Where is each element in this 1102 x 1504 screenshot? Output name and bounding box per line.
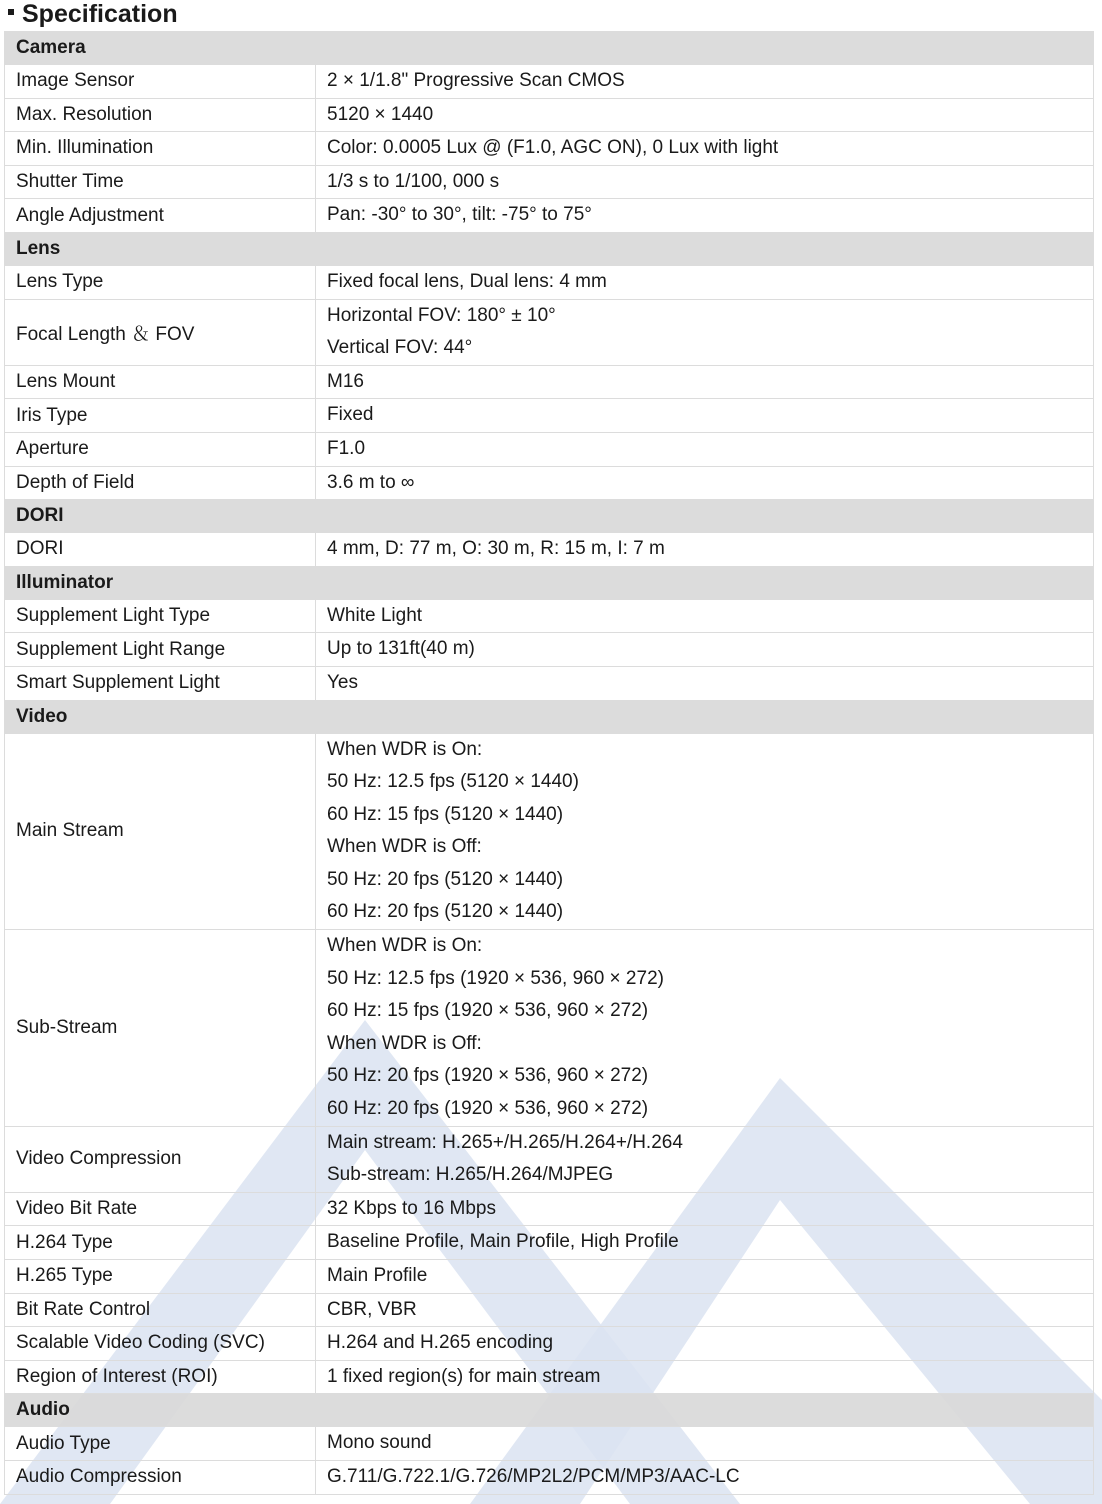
spec-label: Region of Interest (ROI) xyxy=(5,1360,316,1394)
spec-value xyxy=(316,930,1094,1127)
spec-label: Scalable Video Coding (SVC) xyxy=(5,1327,316,1361)
section-header-row xyxy=(5,700,1094,733)
spec-value xyxy=(316,733,1094,930)
spec-value-line: Fixed focal lens, Dual lens: 4 mm xyxy=(327,270,607,292)
spec-label: Sub-Stream xyxy=(5,930,316,1127)
spec-value-line: Color: 0.0005 Lux @ (F1.0, AGC ON), 0 Lux with light xyxy=(327,137,779,159)
spec-value-line: 1 fixed region(s) for main stream xyxy=(327,1365,601,1387)
spec-label: Max. Resolution xyxy=(5,98,316,132)
spec-value-line: 32 Kbps to 16 Mbps xyxy=(327,1197,496,1219)
spec-value-line: 4 mm, D: 77 m, O: 30 m, R: 15 m, I: 7 m xyxy=(327,538,665,560)
table-row xyxy=(5,1293,1094,1327)
spec-label: H.264 Type xyxy=(5,1226,316,1260)
table-row xyxy=(5,666,1094,700)
spec-value xyxy=(316,1460,1094,1494)
table-row xyxy=(5,733,1094,930)
section-header: DORI xyxy=(5,500,1094,533)
spec-value xyxy=(316,1126,1094,1192)
spec-value-line: Main Profile xyxy=(327,1265,428,1286)
spec-value xyxy=(316,98,1094,132)
spec-value xyxy=(316,399,1094,433)
table-row xyxy=(5,1126,1094,1192)
spec-label: Angle Adjustment xyxy=(5,199,316,233)
section-header: Audio xyxy=(5,1394,1094,1427)
section-header: Camera xyxy=(5,32,1094,65)
section-header-row xyxy=(5,232,1094,265)
spec-value xyxy=(316,299,1094,365)
spec-value xyxy=(316,365,1094,399)
spec-value xyxy=(316,466,1094,500)
table-row xyxy=(5,165,1094,199)
spec-value-line: 50 Hz: 12.5 fps (1920 × 536, 960 × 272) xyxy=(327,967,664,989)
spec-label: Main Stream xyxy=(5,733,316,930)
spec-value-line: Baseline Profile, Main Profile, High Profile xyxy=(327,1231,679,1253)
spec-value-line: F1.0 xyxy=(327,437,366,459)
spec-value-line: 3.6 m to ∞ xyxy=(327,471,415,493)
spec-value xyxy=(316,265,1094,299)
specification-table-body xyxy=(5,32,1094,1495)
spec-value-line: Yes xyxy=(327,671,358,693)
spec-value-line: Fixed xyxy=(327,404,374,426)
spec-label: Bit Rate Control xyxy=(5,1293,316,1327)
spec-value-line: Mono sound xyxy=(327,1432,432,1454)
spec-value xyxy=(316,1360,1094,1394)
spec-value xyxy=(316,1293,1094,1327)
table-row xyxy=(5,299,1094,365)
section-header: Video xyxy=(5,700,1094,733)
spec-value xyxy=(316,432,1094,466)
spec-value xyxy=(316,1192,1094,1226)
section-header-row xyxy=(5,32,1094,65)
spec-value xyxy=(316,633,1094,667)
spec-value-line: 2 × 1/1.8" Progressive Scan CMOS xyxy=(327,70,625,91)
spec-value-line: 5120 × 1440 xyxy=(327,103,434,125)
spec-value-line: G.711/G.722.1/G.726/MP2L2/PCM/MP3/AAC-LC xyxy=(327,1465,740,1487)
spec-label: Focal Length ＆ FOV xyxy=(5,299,316,365)
spec-label: Lens Mount xyxy=(5,365,316,399)
specification-table xyxy=(4,31,1094,1495)
table-row xyxy=(5,1427,1094,1461)
section-header-row xyxy=(5,500,1094,533)
table-row xyxy=(5,65,1094,99)
spec-value xyxy=(316,65,1094,99)
spec-value-line: 60 Hz: 20 fps (1920 × 536, 960 × 272) xyxy=(327,1098,649,1120)
spec-label: Smart Supplement Light xyxy=(5,666,316,700)
table-row xyxy=(5,533,1094,567)
page-title-text: Specification xyxy=(22,0,178,28)
section-header: Lens xyxy=(5,232,1094,265)
spec-label: H.265 Type xyxy=(5,1260,316,1294)
table-row xyxy=(5,399,1094,433)
spec-value-line: 50 Hz: 20 fps (5120 × 1440) xyxy=(327,868,564,890)
spec-label: Min. Illumination xyxy=(5,132,316,166)
spec-value-line: 60 Hz: 15 fps (5120 × 1440) xyxy=(327,803,564,825)
spec-value-line: M16 xyxy=(327,370,364,392)
spec-value-line: When WDR is On: xyxy=(327,738,483,760)
table-row xyxy=(5,599,1094,633)
table-row xyxy=(5,1192,1094,1226)
spec-value xyxy=(316,165,1094,199)
spec-value xyxy=(316,599,1094,633)
spec-value-line: Vertical FOV: 44° xyxy=(327,337,473,359)
spec-value-line: 1/3 s to 1/100, 000 s xyxy=(327,170,500,192)
spec-value-line: Sub-stream: H.265/H.264/MJPEG xyxy=(327,1164,614,1186)
section-header: Illuminator xyxy=(5,566,1094,599)
table-row xyxy=(5,432,1094,466)
page-title xyxy=(8,0,178,28)
spec-value-line: 60 Hz: 20 fps (5120 × 1440) xyxy=(327,901,564,923)
spec-value-line: 60 Hz: 15 fps (1920 × 536, 960 × 272) xyxy=(327,1000,649,1022)
table-row xyxy=(5,1226,1094,1260)
table-row xyxy=(5,265,1094,299)
spec-value-line: Pan: -30° to 30°, tilt: -75° to 75° xyxy=(327,204,592,226)
table-row xyxy=(5,1260,1094,1294)
spec-value xyxy=(316,199,1094,233)
spec-label: Audio Compression xyxy=(5,1460,316,1494)
spec-value-line: White Light xyxy=(327,604,423,626)
table-row xyxy=(5,199,1094,233)
spec-value-line: Horizontal FOV: 180° ± 10° xyxy=(327,304,556,326)
spec-value-line: Main stream: H.265+/H.265/H.264+/H.264 xyxy=(327,1131,683,1153)
spec-label: Audio Type xyxy=(5,1427,316,1461)
spec-label: Aperture xyxy=(5,432,316,466)
table-row xyxy=(5,1460,1094,1494)
section-header-row xyxy=(5,1394,1094,1427)
spec-value-line: When WDR is On: xyxy=(327,935,483,957)
spec-label: Shutter Time xyxy=(5,165,316,199)
spec-value xyxy=(316,132,1094,166)
bullet-icon xyxy=(8,9,14,15)
table-row xyxy=(5,1360,1094,1394)
spec-value-line: When WDR is Off: xyxy=(327,836,482,858)
table-row xyxy=(5,132,1094,166)
table-row xyxy=(5,98,1094,132)
table-row xyxy=(5,466,1094,500)
spec-label: Video Bit Rate xyxy=(5,1192,316,1226)
table-row xyxy=(5,633,1094,667)
table-row xyxy=(5,365,1094,399)
spec-value-line: 50 Hz: 20 fps (1920 × 536, 960 × 272) xyxy=(327,1065,649,1087)
spec-label: Video Compression xyxy=(5,1126,316,1192)
spec-value xyxy=(316,1260,1094,1294)
spec-label: DORI xyxy=(5,533,316,567)
spec-value-line: Up to 131ft(40 m) xyxy=(327,638,475,660)
spec-value xyxy=(316,533,1094,567)
spec-value-line: CBR, VBR xyxy=(327,1298,417,1320)
spec-label: Iris Type xyxy=(5,399,316,433)
spec-value-line: H.264 and H.265 encoding xyxy=(327,1332,554,1354)
spec-label: Supplement Light Type xyxy=(5,599,316,633)
table-row xyxy=(5,930,1094,1127)
spec-value-line: When WDR is Off: xyxy=(327,1032,482,1054)
spec-value xyxy=(316,1226,1094,1260)
spec-value xyxy=(316,666,1094,700)
table-row xyxy=(5,1327,1094,1361)
spec-value xyxy=(316,1427,1094,1461)
spec-value-line: 50 Hz: 12.5 fps (5120 × 1440) xyxy=(327,771,579,793)
section-header-row xyxy=(5,566,1094,599)
spec-label: Supplement Light Range xyxy=(5,633,316,667)
spec-label: Lens Type xyxy=(5,265,316,299)
spec-label: Image Sensor xyxy=(5,65,316,99)
spec-label: Depth of Field xyxy=(5,466,316,500)
spec-value xyxy=(316,1327,1094,1361)
